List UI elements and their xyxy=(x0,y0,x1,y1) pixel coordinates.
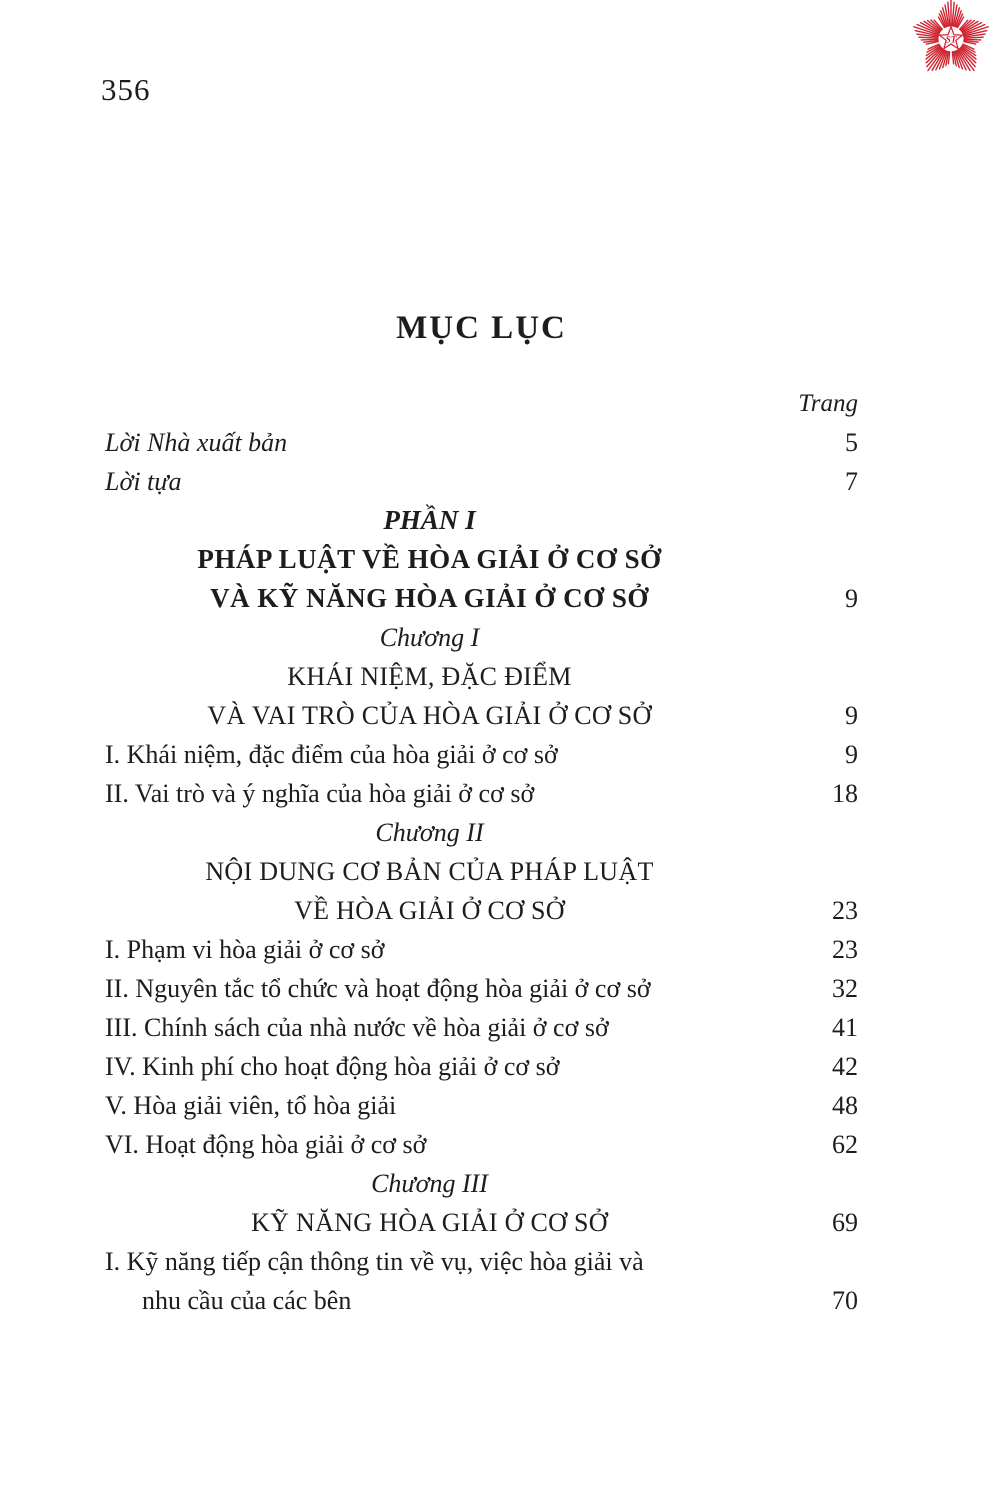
toc-entry-label: II. Vai trò và ý nghĩa của hòa giải ở cơ sở xyxy=(105,779,535,808)
toc-entry xyxy=(105,1008,858,1047)
toc-entry-label-line2: nhu cầu của các bên xyxy=(142,1286,352,1315)
toc-entry-page: 41 xyxy=(832,1013,858,1042)
toc-entry-label-line1: I. Kỹ năng tiếp cận thông tin về vụ, việc hòa giải và xyxy=(105,1247,644,1276)
chapter1-page: 9 xyxy=(845,701,858,730)
toc-entry-label: Lời Nhà xuất bản xyxy=(105,428,288,457)
toc-entry-page: 42 xyxy=(832,1052,858,1081)
chapter2-page: 23 xyxy=(832,896,858,925)
toc-entry-publisher-note xyxy=(105,423,858,462)
toc-entry-page: 7 xyxy=(845,467,858,496)
toc-entry-page: 32 xyxy=(832,974,858,1003)
chapter1-title-line2: VÀ VAI TRÒ CỦA HÒA GIẢI Ở CƠ SỞ xyxy=(207,701,652,730)
toc-entry-label: Lời tựa xyxy=(105,467,182,496)
part1-heading xyxy=(105,540,858,618)
toc-entry-page: 62 xyxy=(832,1130,858,1159)
toc-entry xyxy=(105,1047,858,1086)
chapter1-kicker: Chương I xyxy=(379,623,480,652)
toc-entry xyxy=(105,1086,858,1125)
toc-entry-label: II. Nguyên tắc tổ chức và hoạt động hòa giải ở cơ sở xyxy=(105,974,651,1003)
toc-entry-page: 48 xyxy=(832,1091,858,1120)
toc-entry-label: I. Khái niệm, đặc điểm của hòa giải ở cơ sở xyxy=(105,740,558,769)
table-of-contents xyxy=(105,384,858,1320)
chapter2-title-line2: VỀ HÒA GIẢI Ở CƠ SỞ xyxy=(294,896,565,925)
part1-kicker: PHẦN I xyxy=(383,505,476,535)
chapter2-title-line1: NỘI DUNG CƠ BẢN CỦA PHÁP LUẬT xyxy=(205,857,654,886)
chapter3-heading xyxy=(105,1203,858,1242)
part1-page: 9 xyxy=(845,584,858,613)
toc-entry xyxy=(105,774,858,813)
chapter3-kicker: Chương III xyxy=(371,1169,488,1198)
chapter3-title-line1: KỸ NĂNG HÒA GIẢI Ở CƠ SỞ xyxy=(251,1208,608,1237)
logo-monogram: ST xyxy=(945,35,957,46)
toc-entry xyxy=(105,1125,858,1164)
chapter2-heading xyxy=(105,852,858,930)
page-title: MỤC LỤC xyxy=(396,310,567,346)
toc-entry-page: 9 xyxy=(845,740,858,769)
toc-entry xyxy=(105,969,858,1008)
toc-entry-foreword xyxy=(105,462,858,501)
part1-title-line1: PHÁP LUẬT VỀ HÒA GIẢI Ở CƠ SỞ xyxy=(197,544,662,574)
chapter1-heading xyxy=(105,657,858,735)
toc-entry xyxy=(105,930,858,969)
toc-entry-page: 18 xyxy=(832,779,858,808)
toc-entry-page: 23 xyxy=(832,935,858,964)
chapter3-page: 69 xyxy=(832,1208,858,1237)
part1-title-line2: VÀ KỸ NĂNG HÒA GIẢI Ở CƠ SỞ xyxy=(210,583,649,613)
toc-entry-two-line xyxy=(105,1242,858,1320)
toc-column-header: Trang xyxy=(798,390,858,417)
chapter2-kicker: Chương II xyxy=(375,818,484,847)
toc-entry-label: IV. Kinh phí cho hoạt động hòa giải ở cơ sở xyxy=(105,1052,560,1081)
toc-entry-label: I. Phạm vi hòa giải ở cơ sở xyxy=(105,935,385,964)
toc-entry-label: V. Hòa giải viên, tổ hòa giải xyxy=(105,1091,397,1120)
toc-entry-label: VI. Hoạt động hòa giải ở cơ sở xyxy=(105,1130,427,1159)
chapter1-title-line1: KHÁI NIỆM, ĐẶC ĐIỂM xyxy=(287,662,572,691)
toc-entry-page: 5 xyxy=(845,428,858,457)
publisher-star-logo xyxy=(904,0,998,78)
toc-entry-label: III. Chính sách của nhà nước về hòa giải ở cơ sở xyxy=(105,1013,609,1042)
page-number: 356 xyxy=(101,72,151,107)
toc-entry-page: 70 xyxy=(832,1286,858,1315)
toc-entry xyxy=(105,735,858,774)
